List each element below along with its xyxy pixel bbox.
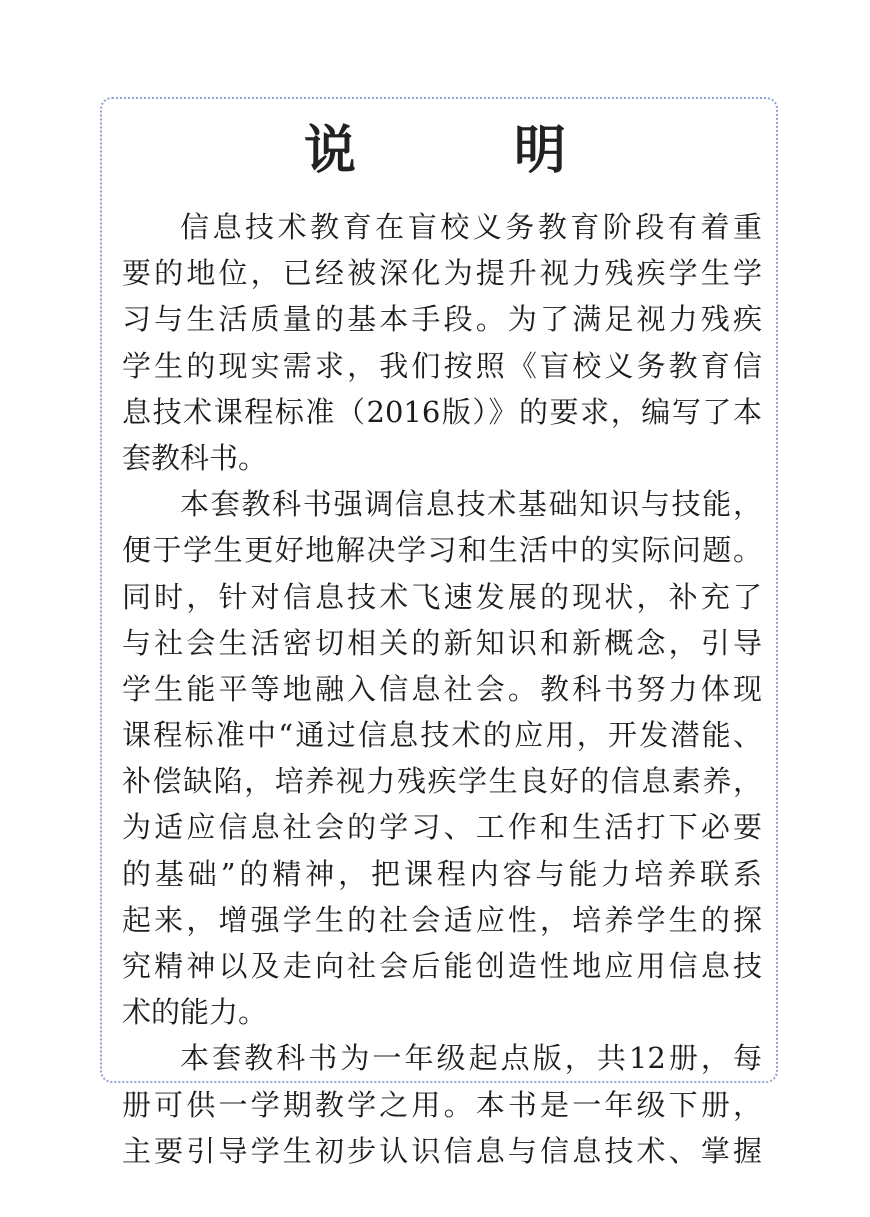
paragraph-line: 本套教科书为一年级起点版，共12册，每 bbox=[180, 1041, 762, 1076]
paragraph-line: 便于学生更好地解决学习和生活中的实际问题。 bbox=[122, 533, 762, 568]
paragraph-line: 与社会生活密切相关的新知识和新概念，引导 bbox=[122, 625, 762, 660]
paragraph-line: 册可供一学期教学之用。本书是一年级下册， bbox=[122, 1087, 762, 1122]
paragraph-line: 主要引导学生初步认识信息与信息技术、掌握 bbox=[122, 1133, 762, 1168]
body-text bbox=[122, 204, 762, 1174]
paragraph-line: 套教科书。 bbox=[122, 440, 268, 475]
paragraph-line: 课程标准中“通过信息技术的应用，开发潜能、 bbox=[122, 718, 762, 753]
paragraph-line: 息技术课程标准（2016版）》的要求，编写了本 bbox=[122, 394, 762, 429]
paragraph-line: 信息技术教育在盲校义务教育阶段有着重 bbox=[180, 210, 762, 244]
paragraph-line: 术的能力。 bbox=[122, 995, 268, 1030]
paragraph-line: 起来，增强学生的社会适应性，培养学生的探 bbox=[122, 902, 762, 937]
paragraph-line: 同时，针对信息技术飞速发展的现状，补充了 bbox=[122, 579, 762, 614]
paragraph-line: 究精神以及走向社会后能创造性地应用信息技 bbox=[122, 949, 762, 983]
paragraph-line: 习与生活质量的基本手段。为了满足视力残疾 bbox=[122, 302, 762, 337]
page-title: 说 明 bbox=[303, 120, 637, 181]
paragraph-line: 的基础”的精神，把课程内容与能力培养联系 bbox=[122, 856, 762, 891]
paragraph-line: 本套教科书强调信息技术基础知识与技能， bbox=[180, 487, 762, 522]
paragraph-line: 为适应信息社会的学习、工作和生活打下必要 bbox=[122, 810, 762, 845]
paragraph-line: 学生的现实需求，我们按照《盲校义务教育信 bbox=[122, 348, 762, 383]
paragraph-line: 补偿缺陷，培养视力残疾学生良好的信息素养， bbox=[122, 764, 762, 799]
paragraph-line: 学生能平等地融入信息社会。教科书努力体现 bbox=[122, 671, 762, 706]
paragraph-line: 要的地位，已经被深化为提升视力残疾学生学 bbox=[122, 256, 762, 291]
